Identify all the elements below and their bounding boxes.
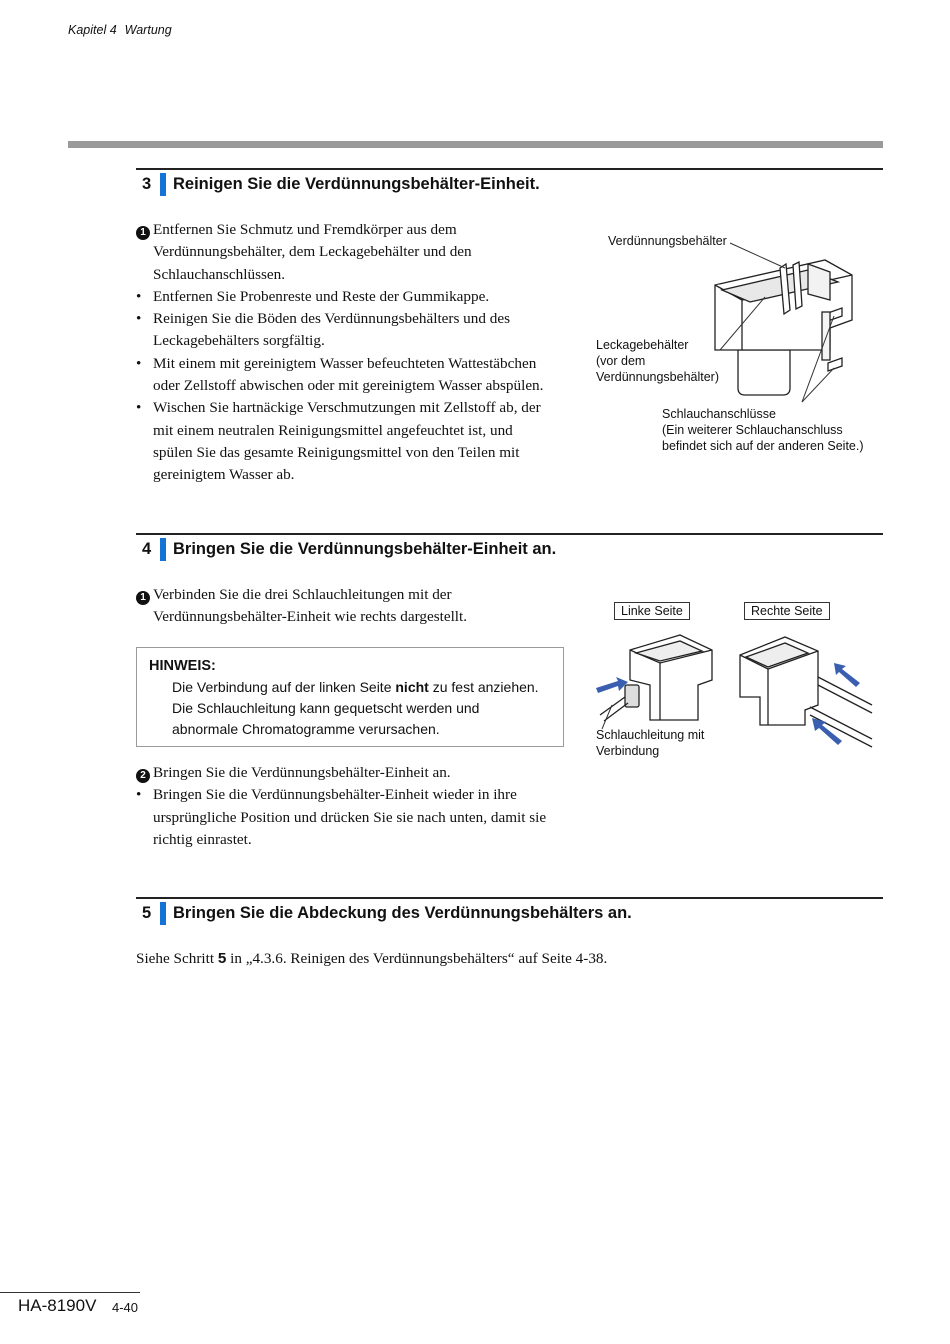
bullet-item: • Entfernen Sie Probenreste und Reste der Gummikappe. [136,287,490,305]
number-marker: 2 [136,769,150,783]
step-title: Reinigen Sie die Verdünnungsbehälter-Einheit. [173,175,540,193]
label-dilution-container: Verdünnungsbehälter [608,234,727,248]
bullet-item: • Mit einem mit gereinigtem Wasser befeuchteten Wattestäbchen [136,354,537,372]
number-marker: 1 [136,591,150,605]
step-4-text-1: 1 Verbinden Sie die drei Schlauchleitungen mit der Verdünnungsbehälter-Einheit wie rechts dargestellt. [136,584,576,629]
note-body: Die Verbindung auf der linken Seite nicht zu fest anziehen. Die Schlauchleitung kann gequetscht werden und abnormale Chromatogramme verursachen. [172,679,539,737]
step-5-reference: Siehe Schritt 5 in „4.3.6. Reinigen des Verdünnungsbehälters“ auf Seite 4-38. [136,950,608,967]
step-3-text: 1 Entfernen Sie Schmutz und Fremdkörper aus dem Verdünnungsbehälter, dem Leckagebehälter und den Schlauchanschlüssen. • Entfernen Sie Probenreste und Reste der Gummikappe. • Reinigen Sie die Böden des Verdünnungsbehälters und des Leckagebehälters sorgfältig. • Mit einem mit gereinigtem Wasser befeuchteten Wattestäbchen oder Zellstoff abwischen oder mit gereinigtem Wasser abspülen. • Wischen Sie hartnäckige Verschmutzungen mit Zellstoff ab, der mit einem neutralen Reinigungsmittel angefeuchtet ist, und spülen Sie das gesamte Reinigungsmittel von den Teilen mit gereinigtem Wasser ab. [136,219,576,487]
accent-bar [160,173,166,196]
step-title: Bringen Sie die Verdünnungsbehälter-Einheit an. [173,540,557,558]
section-label: Wartung [124,23,172,37]
bullet-item: • Wischen Sie hartnäckige Verschmutzungen mit Zellstoff ab, der [136,399,541,417]
note-box [136,647,564,747]
footer-model: HA-8190V [18,1296,97,1315]
step-number: 4 [142,540,152,558]
accent-bar [160,538,166,561]
step-title: Bringen Sie die Abdeckung des Verdünnungsbehälters an. [173,904,632,922]
running-header [68,23,172,37]
left-side-tag: Linke Seite [614,602,690,620]
bullet-item: • Reinigen Sie die Böden des Verdünnungsbehälters und des [136,310,510,328]
footer-rule [0,1292,140,1293]
label-leak-container: Leckagebehälter (vor dem Verdünnungsbehälter) [596,338,720,384]
number-marker: 1 [136,226,150,240]
footer-page-number: 4-40 [112,1300,139,1315]
chapter-label: Kapitel 4 [68,23,117,37]
step-4-heading [136,533,883,565]
right-side-tag: Rechte Seite [744,602,830,620]
label-hose-connection: Schlauchleitung mit Verbindung [596,728,705,758]
label-hose-ports: Schlauchanschlüsse (Ein weiterer Schlauchanschluss befindet sich auf der anderen Seite.) [662,407,864,453]
accent-bar [160,902,166,925]
list-item: 2 Bringen Sie die Verdünnungsbehälter-Einheit an. [136,762,576,784]
step-number: 3 [142,175,152,193]
note-title: HINWEIS: [149,658,216,674]
list-item: 1 Entfernen Sie Schmutz und Fremdkörper aus dem [136,219,576,241]
list-item: 1 Verbinden Sie die drei Schlauchleitungen mit der [136,584,576,606]
step-5-heading [136,897,883,929]
step-number: 5 [142,904,152,922]
bullet-item: • Bringen Sie die Verdünnungsbehälter-Einheit wieder in ihre [136,786,517,804]
header-rule [68,141,883,148]
step-3-heading [136,168,883,200]
step-4-text-2: 2 Bringen Sie die Verdünnungsbehälter-Einheit an. • Bringen Sie die Verdünnungsbehälter-Einheit wieder in ihre ursprüngliche Position und drücken Sie sie nach unten, damit sie richtig einrastet. [136,762,576,851]
